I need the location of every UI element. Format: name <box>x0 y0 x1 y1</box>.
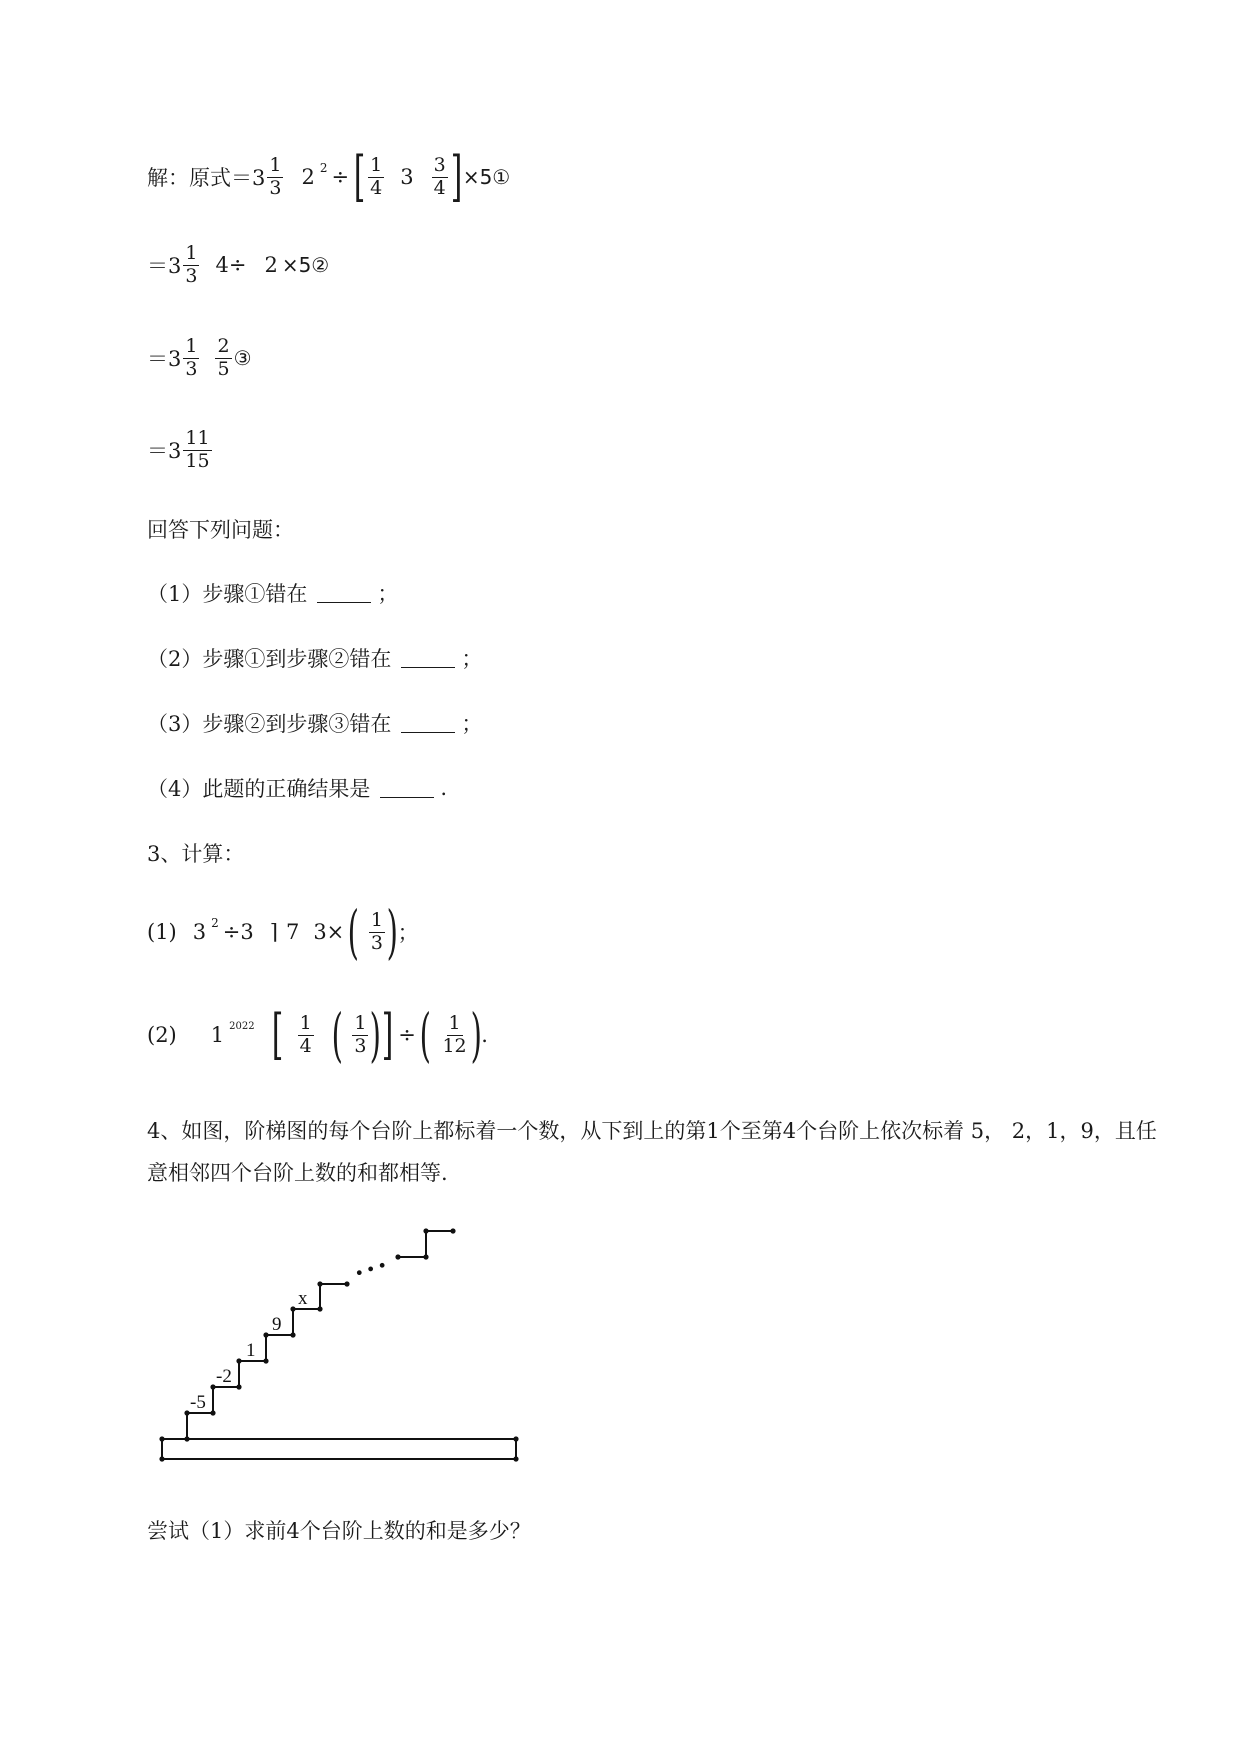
term: 7 <box>285 920 300 944</box>
question-2: （2）步骤①到步骤②错在 ； <box>147 647 483 671</box>
base: 1 <box>210 1023 225 1047</box>
questions-intro: 回答下列问题： <box>147 518 294 542</box>
step-label-4: 9 <box>272 1314 282 1335</box>
question-3: （3）步骤②到步骤③错在 ； <box>147 712 483 736</box>
answer-blank[interactable] <box>317 584 371 603</box>
line3-prefix: ＝3 <box>147 347 182 372</box>
solution-line-4 <box>147 428 214 473</box>
problem4-text: 4、如图，阶梯图的每个台阶上都标着一个数，从下到上的第1个至第4个台阶上依次标着 5， 2，1，9，且任意相邻四个台阶上数的和都相等. <box>147 1119 1157 1185</box>
right-paren: ) <box>370 1001 382 1069</box>
solution-line-1 <box>147 145 511 208</box>
step-label-1: -5 <box>190 1392 206 1413</box>
fraction: $\frac{3}{4}$ <box>433 153 446 199</box>
term: ÷3 <box>222 920 254 944</box>
part-label: (2) <box>147 1023 177 1047</box>
line2-prefix: ＝3 <box>147 254 182 279</box>
left-paren: ( <box>331 1001 343 1069</box>
fraction: $\frac{1}{3}$ <box>354 1011 367 1057</box>
problem3-part2: (2) 1 2022 [ $\frac{1}{4}$ ( $\frac{1}{3}$ ) ] ÷ ( $\frac{1}{12}$ ) . <box>147 1001 488 1069</box>
exponent: 2 <box>211 916 219 930</box>
answer-blank[interactable] <box>401 649 455 668</box>
fraction: $\frac{1}{3}$ <box>185 335 198 380</box>
question-1: （1）步骤①错在 ； <box>147 582 399 606</box>
left-paren: ( <box>347 898 360 966</box>
fraction: $\frac{2}{5}$ <box>217 335 230 380</box>
fraction: $\frac{1}{3}$ <box>370 908 384 954</box>
fraction: $\frac{1}{12}$ <box>442 1011 467 1057</box>
solution-line-2 <box>147 243 329 288</box>
right-paren: ) <box>470 1001 482 1069</box>
left-bracket: [ <box>271 1003 283 1066</box>
part-label: (1) <box>147 920 177 944</box>
right-paren: ) <box>386 898 398 966</box>
line1-prefix: 解：原式＝3 <box>147 166 266 190</box>
bracket-mark: ⌉ <box>269 920 278 944</box>
exponent: 2 <box>319 161 328 175</box>
fraction: $\frac{1}{4}$ <box>370 153 383 199</box>
problem3-part1: (1) 3 2 ÷3 ⌉ 7 3× ( $\frac{1}{3}$ ) ； <box>147 898 419 966</box>
right-bracket: ] <box>381 1003 394 1066</box>
base: 3 <box>192 920 207 944</box>
staircase-top-steps <box>398 1231 453 1257</box>
problem4-try1: 尝试（1）求前4个台阶上数的和是多少？ <box>147 1519 531 1543</box>
line2-suffix: ×5② <box>281 253 330 278</box>
fraction: $\frac{1}{3}$ <box>269 153 282 199</box>
ellipsis-dots: • • • <box>352 1254 390 1285</box>
step-label-2: -2 <box>216 1366 232 1387</box>
term: 3× <box>313 920 345 944</box>
exponent: 2022 <box>229 1020 255 1032</box>
answer-blank[interactable] <box>401 714 455 733</box>
problem3-title: 3、计算： <box>147 842 245 866</box>
term: 2 <box>264 253 278 278</box>
question-4: （4）此题的正确结果是 . <box>147 776 448 801</box>
line1-suffix: ×5① <box>462 165 511 189</box>
step-label-5: x <box>298 1288 308 1309</box>
fraction: $\frac{1}{3}$ <box>185 242 198 287</box>
staircase-figure <box>150 1220 530 1500</box>
right-bracket: ] <box>450 145 463 208</box>
term: 3 <box>400 165 414 189</box>
term: 4÷ <box>215 253 247 278</box>
left-paren: ( <box>419 1001 431 1069</box>
fraction: $\frac{1}{4}$ <box>299 1011 312 1057</box>
left-bracket: [ <box>353 145 366 208</box>
divide-sign: ÷ <box>331 165 350 189</box>
line3-suffix: ③ <box>233 346 252 371</box>
solution-line-3 <box>147 336 252 381</box>
step-label-3: 1 <box>246 1340 256 1361</box>
term: 2 <box>301 165 315 189</box>
divide-sign: ÷ <box>398 1023 416 1047</box>
fraction: $\frac{11}{15}$ <box>185 427 210 472</box>
line4-prefix: ＝3 <box>147 439 182 464</box>
answer-blank[interactable] <box>380 779 434 798</box>
ground-bar <box>162 1439 516 1459</box>
